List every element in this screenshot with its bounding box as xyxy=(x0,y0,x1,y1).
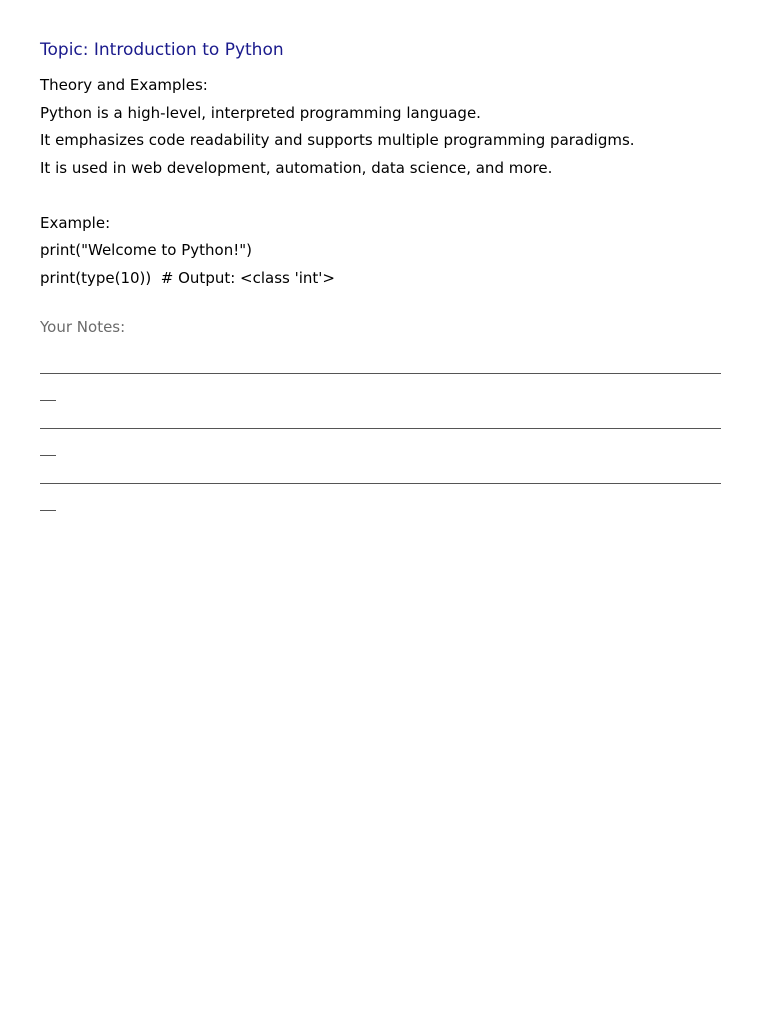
topic-title: Topic: Introduction to Python xyxy=(40,40,284,60)
notes-line[interactable] xyxy=(40,483,721,484)
theory-line-2: It emphasizes code readability and supports multiple programming paradigms. xyxy=(40,131,635,149)
notes-line[interactable] xyxy=(40,428,721,429)
theory-line-3: It is used in web development, automation, data science, and more. xyxy=(40,158,553,177)
example-code-line-1: print("Welcome to Python!") xyxy=(40,241,252,259)
example-heading: Example: xyxy=(40,213,111,232)
notes-label: Your Notes: xyxy=(40,318,126,336)
spacer xyxy=(40,182,730,210)
notes-line[interactable] xyxy=(40,373,721,374)
notes-line-stub xyxy=(40,510,56,511)
theory-heading: Theory and Examples: xyxy=(40,76,208,94)
example-code-line-2: print(type(10)) # Output: <class 'int'> xyxy=(40,268,335,287)
notes-line-stub xyxy=(40,400,56,401)
notes-area[interactable] xyxy=(40,373,730,511)
theory-line-1: Python is a high-level, interpreted programming language. xyxy=(40,103,481,122)
worksheet-page xyxy=(40,38,730,511)
notes-line-stub xyxy=(40,455,56,456)
